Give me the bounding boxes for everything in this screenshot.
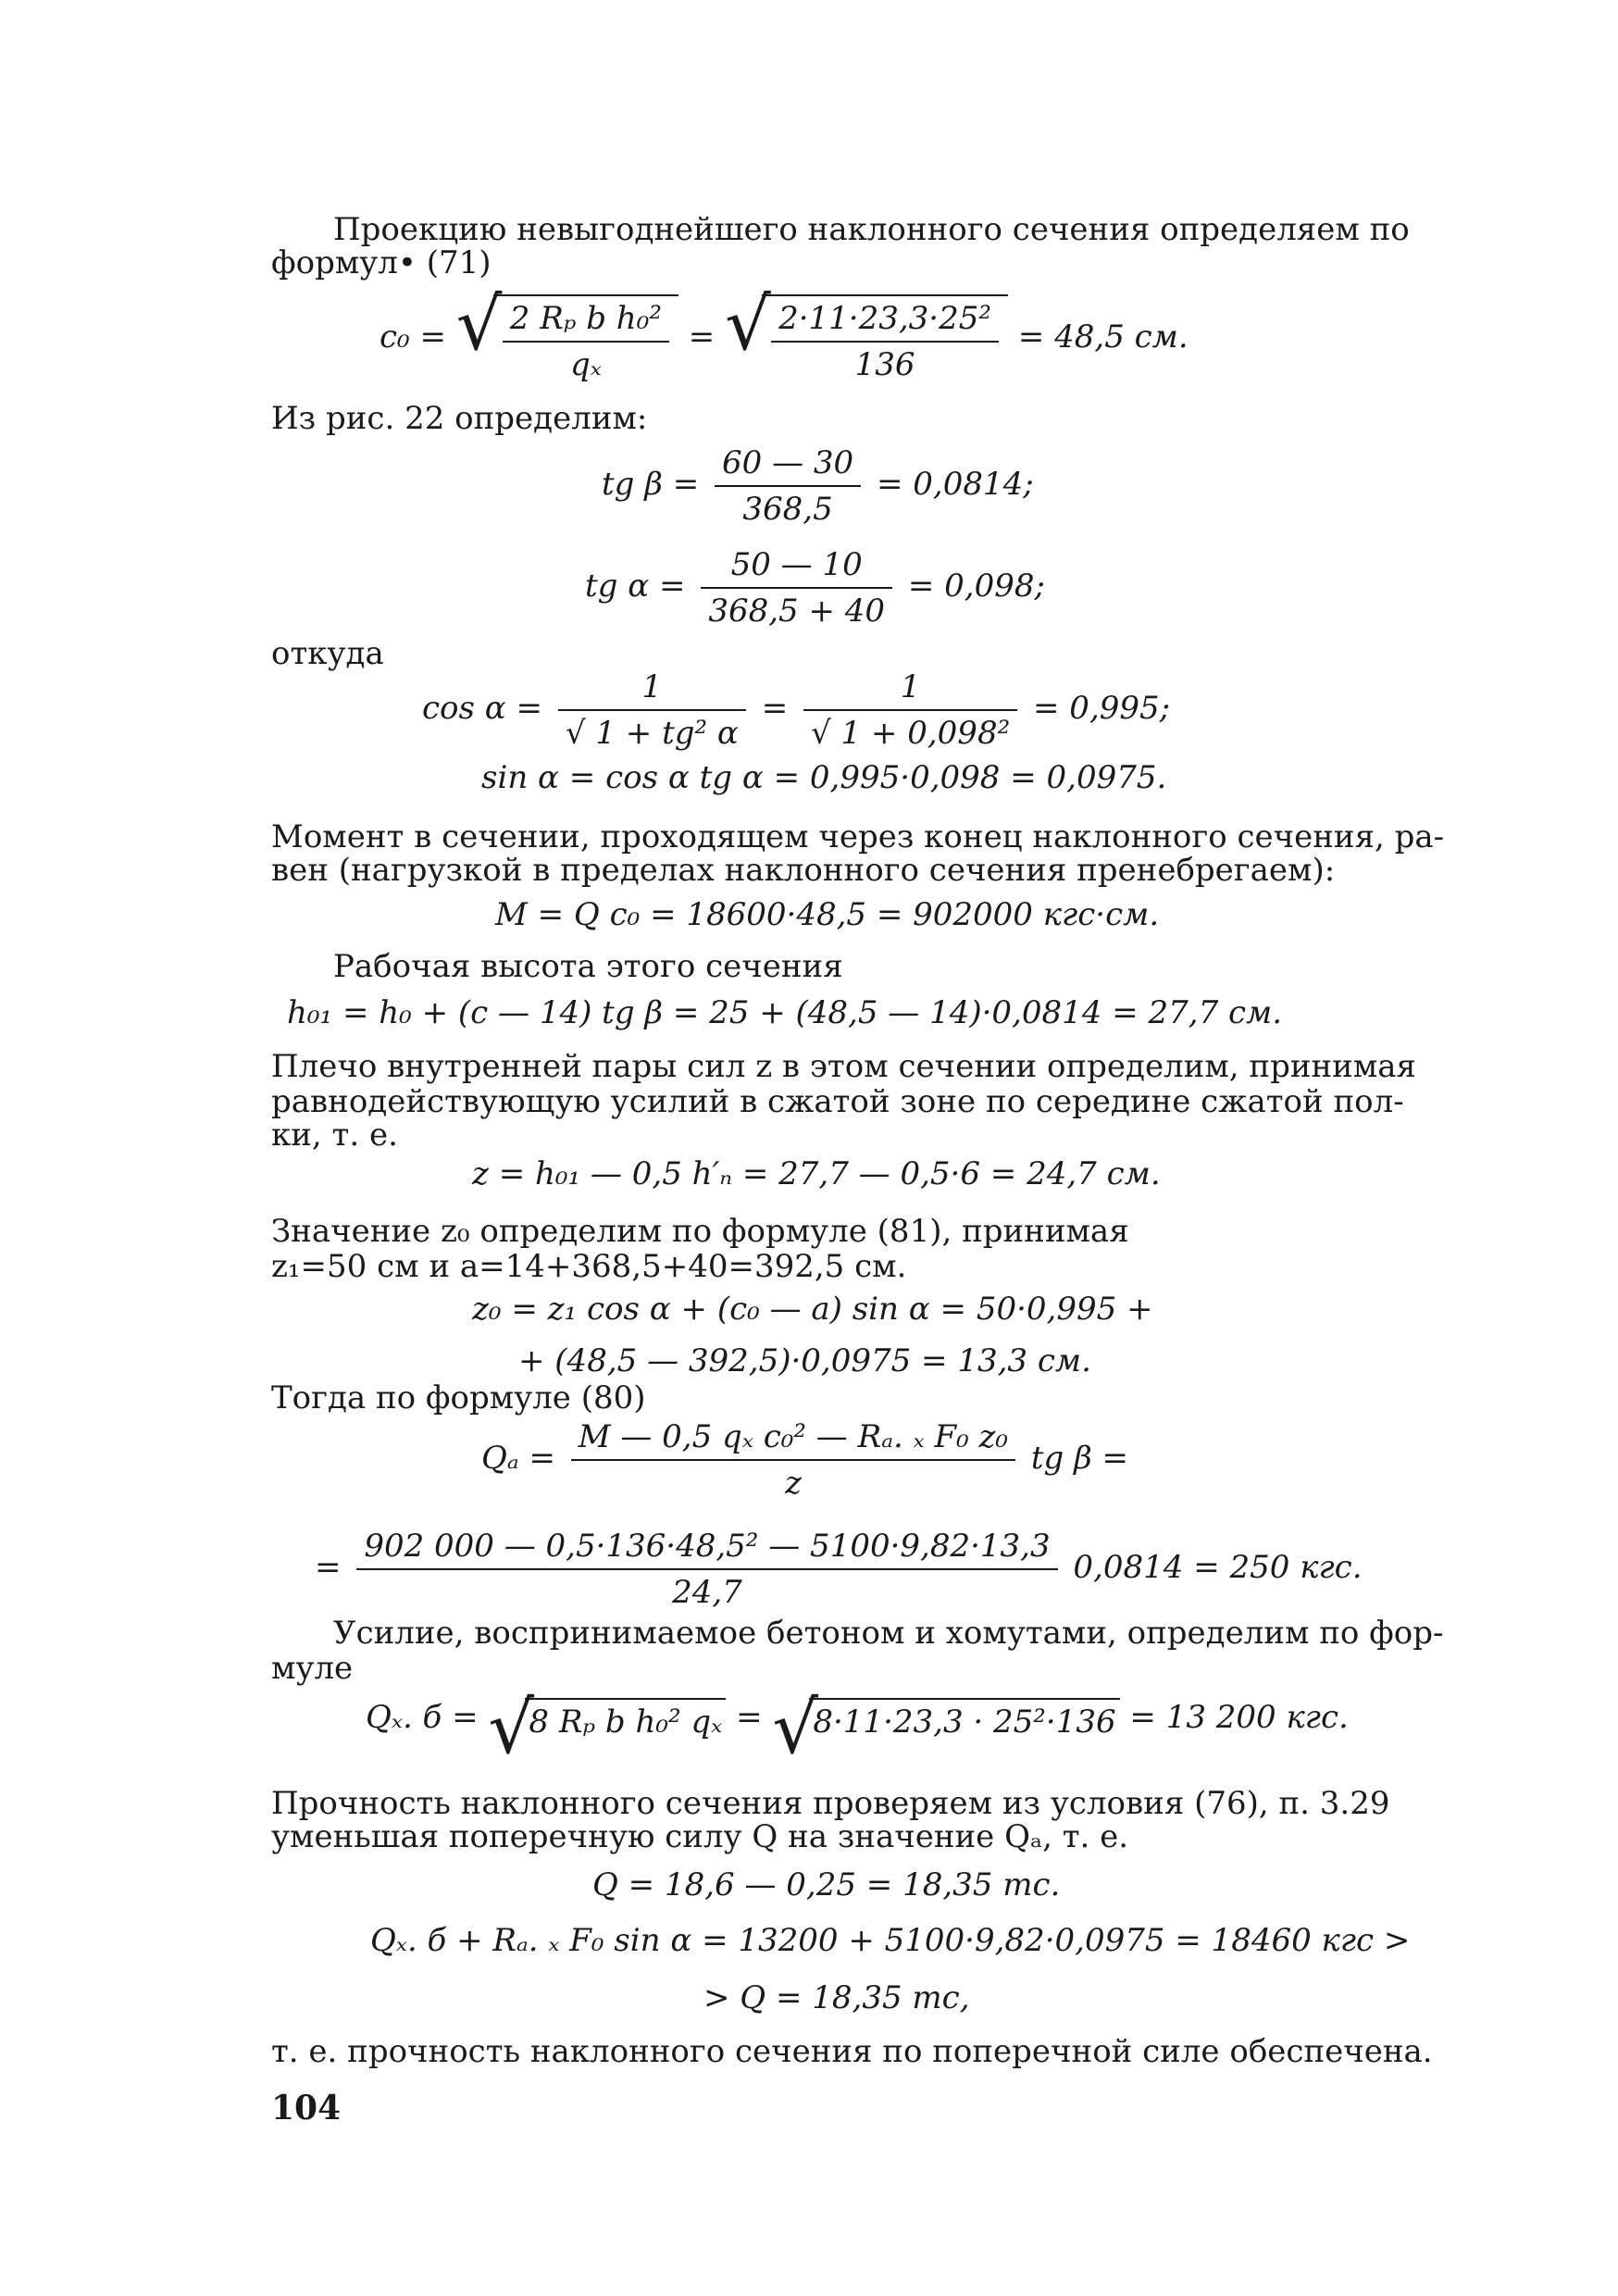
paragraph-line: откуда [271, 635, 384, 672]
page-number: 104 [271, 2089, 342, 2128]
equation-tg-alpha: tg α = $\frac{50 — 10}{368,5 + 40}$ = 0,098; [585, 546, 1045, 630]
equation-sin-alpha: sin α = cos α tg α = 0,995·0,098 = 0,0975. [481, 759, 1167, 796]
equation-z0-line1: z₀ = z₁ cos α + (c₀ — a) sin α = 50·0,995 + [472, 1291, 1153, 1328]
equation-qxb: Qₓ. б = √ 8 Rₚ b h₀² qₓ = √ 8·11·23,3 · 25²·136 = 13 200 кгс. [366, 1687, 1349, 1770]
equation-z0-line2: + (48,5 — 392,5)·0,0975 = 13,3 см. [518, 1342, 1091, 1379]
equation-h01: h₀₁ = h₀ + (c — 14) tg β = 25 + (48,5 — 14)·0,0814 = 27,7 см. [287, 994, 1283, 1031]
paragraph-line: равнодействующую усилий в сжатой зоне по середине сжатой пол- [271, 1083, 1404, 1120]
equation-check-line2: > Q = 18,35 тс, [703, 1979, 970, 2016]
equation-q: Q = 18,6 — 0,25 = 18,35 тс. [592, 1866, 1061, 1903]
paragraph-line: Прочность наклонного сечения проверяем из условия (76), п. 3.29 [271, 1785, 1390, 1822]
paragraph-line: Усилие, воспринимаемое бетоном и хомутами, определим по фор- [333, 1615, 1444, 1652]
paragraph-line: т. е. прочность наклонного сечения по поперечной силе обеспечена. [271, 2033, 1433, 2070]
paragraph-line: Значение z₀ определим по формуле (81), принимая [271, 1213, 1129, 1250]
paragraph-line: Рабочая высота этого сечения [333, 948, 843, 985]
paragraph-line: муле [271, 1650, 354, 1687]
equation-qa-numeric: = $\frac{\text{902 000 — 0,5·136·48,5² — 5100·9,82·13,3}}{24,7}$ 0,0814 = 250 кгс. [315, 1528, 1363, 1611]
equation-moment: M = Q c₀ = 18600·48,5 = 902000 кгс·см. [495, 896, 1160, 933]
paragraph-line: ки, т. е. [271, 1117, 398, 1154]
paragraph-line: Из рис. 22 определим: [271, 400, 648, 437]
paragraph-line: Тогда по формуле (80) [271, 1379, 646, 1416]
equation-cos-alpha: cos α = $\frac{1}{\text{√ 1 + tg² α}}$ = $\frac{1}{\text{√ 1 + 0,098²}}$ = 0,995; [422, 668, 1171, 752]
paragraph-line: вен (нагрузкой в пределах наклонного сечения пренебрегаем): [271, 852, 1336, 889]
paragraph-line: формул• (71) [271, 244, 492, 281]
paragraph-line: Проекцию невыгоднейшего наклонного сечения определяем по [333, 211, 1410, 248]
paragraph-line: уменьшая поперечную силу Q на значение Qₐ, т. е. [271, 1818, 1129, 1855]
equation-check-line1: Qₓ. б + Rₐ. ₓ F₀ sin α = 13200 + 5100·9,82·0,0975 = 18460 кгс > [370, 1922, 1411, 1959]
paragraph-line: z₁=50 см и a=14+368,5+40=392,5 см. [271, 1248, 907, 1285]
equation-qa: Qₐ = $\frac{\text{M — 0,5 qₓ c₀² — Rₐ. ₓ F₀ z₀}}{z}$ tg β = [481, 1418, 1129, 1502]
equation-c0: c₀ = √ $\frac{\text{2 Rₚ b h₀²}}{\text{qₓ}}$ = √ $\frac{\text{2·11·23,3·25²}}{136}$ = 48,5 см. [380, 283, 1189, 383]
equation-z: z = h₀₁ — 0,5 h′ₙ = 27,7 — 0,5·6 = 24,7 см. [472, 1155, 1161, 1192]
paragraph-line: Плечо внутренней пары сил z в этом сечении определим, принимая [271, 1048, 1416, 1085]
paragraph-line: Момент в сечении, проходящем через конец наклонного сечения, ра- [271, 818, 1445, 855]
equation-tg-beta: tg β = $\frac{60 — 30}{368,5}$ = 0,0814; [602, 444, 1034, 528]
